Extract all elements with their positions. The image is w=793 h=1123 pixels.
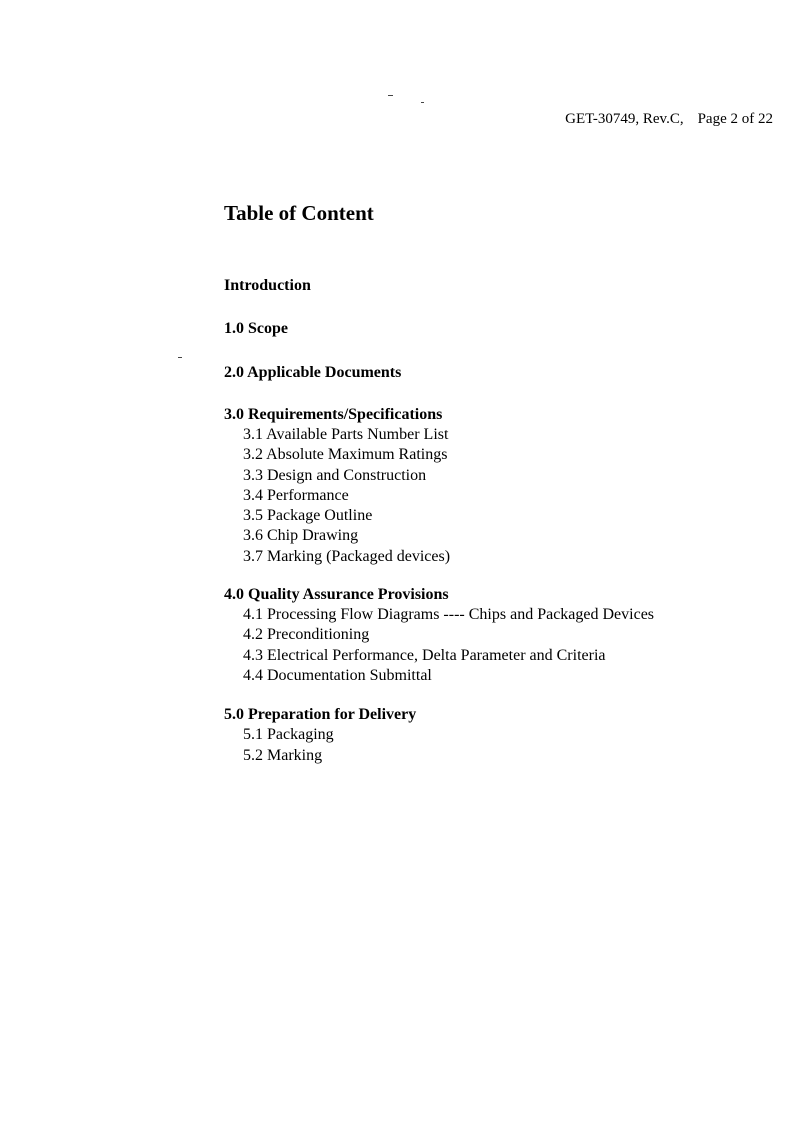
toc-subsection-item: 3.5 Package Outline — [243, 507, 373, 525]
toc-section-preparation-for-delivery — [224, 705, 744, 766]
toc-subsection-item: 5.1 Packaging — [243, 726, 334, 744]
toc-section-requirements — [224, 405, 744, 567]
page-header — [0, 111, 773, 128]
toc-subsection-item: 3.2 Absolute Maximum Ratings — [243, 446, 448, 464]
toc-subsection-item: 3.4 Performance — [243, 486, 349, 504]
toc-subsection-item: 3.7 Marking (Packaged devices) — [243, 547, 451, 565]
toc-subsection-item: 5.2 Marking — [243, 746, 323, 764]
toc-section-heading: Introduction — [224, 277, 311, 294]
toc-subsection-item: 3.3 Design and Construction — [243, 466, 427, 484]
toc-subsection-list — [224, 725, 744, 766]
toc-subsection-item: 4.1 Processing Flow Diagrams ---- Chips and Packaged Devices — [243, 606, 655, 624]
toc-section-quality-assurance — [224, 585, 744, 686]
toc-section-heading: 1.0 Scope — [224, 320, 288, 337]
page-number: Page 2 of 22 — [697, 111, 773, 127]
scan-speck — [388, 95, 393, 96]
toc-section-scope — [224, 319, 744, 339]
toc-subsection-item: 4.3 Electrical Performance, Delta Parameter and Criteria — [243, 646, 606, 664]
toc-section-introduction — [224, 276, 744, 296]
toc-section-heading: 5.0 Preparation for Delivery — [224, 706, 417, 724]
toc-subsection-item: 3.1 Available Parts Number List — [243, 426, 449, 443]
toc-subsection-list — [224, 605, 744, 686]
page-title: Table of Content — [224, 201, 374, 225]
toc-section-heading: 4.0 Quality Assurance Provisions — [224, 586, 449, 604]
toc-subsection-item: 3.6 Chip Drawing — [243, 527, 359, 545]
toc-section-heading: 3.0 Requirements/Specifications — [224, 406, 443, 423]
scan-speck — [178, 357, 182, 358]
table-of-contents — [224, 276, 744, 766]
document-id: GET-30749, Rev.C, — [565, 111, 684, 127]
toc-subsection-list — [224, 425, 744, 567]
toc-section-applicable-documents — [224, 363, 744, 383]
toc-subsection-item: 4.4 Documentation Submittal — [243, 666, 432, 684]
scan-speck — [421, 102, 424, 103]
toc-subsection-item: 4.2 Preconditioning — [243, 626, 370, 644]
toc-section-heading: 2.0 Applicable Documents — [224, 364, 402, 381]
